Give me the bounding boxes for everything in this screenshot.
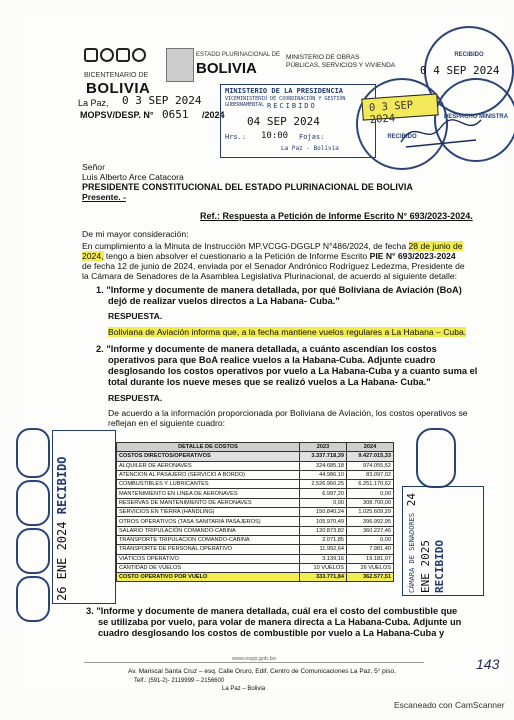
presente: Presente. - <box>82 192 126 202</box>
question-2-line-1: 2. "Informe y documente de manera detallada, a cuánto ascendían los costos <box>96 344 437 354</box>
table-header-cell: 2024 <box>347 443 394 452</box>
footer-city: La Paz – Bolivia <box>222 686 266 692</box>
table-cell: 333.771,84 <box>300 573 347 582</box>
table-header-row <box>117 443 394 452</box>
table-header-cell: 2023 <box>300 443 347 452</box>
right-stamp-text: RECIBIDO <box>433 540 446 593</box>
date-stamp: 0 3 SEP 2024 <box>122 94 202 107</box>
ministry-name <box>286 54 395 70</box>
coat-of-arms-icon <box>166 48 194 82</box>
table-row <box>117 526 394 535</box>
ref-number: 0651 <box>162 108 189 121</box>
small-stamp <box>416 428 456 488</box>
right-stamp-date: 24 ENE 2025 <box>405 493 432 593</box>
round-stamp-text: RECIBIDO <box>454 52 484 58</box>
table-row <box>117 517 394 526</box>
table-row <box>117 498 394 507</box>
response-1-label: RESPUESTA. <box>108 311 163 321</box>
table-cell: 974.055,52 <box>347 461 394 470</box>
table-cell: 360.227,46 <box>347 526 394 535</box>
table-cell: TRANSPORTE TRIPULACION COMANDO-CABINA <box>117 535 300 544</box>
table-cell: 9.427.015,33 <box>347 452 394 461</box>
table-cell: 324.685,18 <box>300 461 347 470</box>
question-3-line-1: 3. "Informe y documente de manera detallada, cuál era el costo del combustible que <box>86 606 458 616</box>
table-cell: 0,00 <box>347 535 394 544</box>
left-stamp-date: 26 ENE 2024 <box>55 521 69 601</box>
stamp-fojas-label: Fojas: <box>299 133 325 141</box>
stamp-hrs-value: 10:00 <box>261 131 289 141</box>
signature-icon <box>396 112 486 152</box>
table-cell: 150.840,24 <box>300 508 347 517</box>
table-cell: 120.873,82 <box>300 526 347 535</box>
table-subheader-row <box>117 452 394 461</box>
ministry-line-1: MINISTERIO DE OBRAS <box>286 54 360 61</box>
footer-divider <box>84 662 424 663</box>
ref-year: /2024 <box>202 110 225 120</box>
table-total-row <box>117 573 394 582</box>
right-stamp-org: CÁMARA DE SENADORES <box>408 512 416 593</box>
table-cell: 0,00 <box>300 498 347 507</box>
table-row <box>117 470 394 479</box>
paragraph-1-line-1 <box>82 241 463 251</box>
small-stamp <box>16 480 50 526</box>
table-row <box>117 480 394 489</box>
stamp-date: 04 SEP 2024 <box>247 115 320 128</box>
ministry-line-2: PÚBLICAS, SERVICIOS Y VIVIENDA <box>286 62 396 69</box>
table-cell: 10 VUELOS <box>300 563 347 572</box>
reference-text: Ref.: Respuesta a Petición de Informe Escrito N° 693/2023-2024. <box>200 211 473 221</box>
bolivia-logo-text: BOLIVIA <box>86 80 151 97</box>
table-cell: 3.337.718,39 <box>300 452 347 461</box>
table-cell: SERVICIOS EN TIERRA (HANDLING) <box>117 508 300 517</box>
response-2-label: RESPUESTA. <box>108 393 163 403</box>
logo-glyph-icon <box>84 48 98 62</box>
yellow-stamp-date: 0 3 SEP 2024 <box>368 99 414 127</box>
question-2-line-4: total durante los nueve meses que se realizó vuelos a La Habana- Cuba." <box>108 377 431 387</box>
table-cell: 396.992,95 <box>347 517 394 526</box>
table-cell: ATENCION AL PASAJERO (SERVICIO A BORDO) <box>117 470 300 479</box>
table-cell: 308.700,00 <box>347 498 394 507</box>
answer-2-line-1: De acuerdo a la información proporcionada por Boliviana de Aviación, los costos operativos se <box>108 408 468 418</box>
table-cell: COSTOS DIRECTOS/OPERATIVOS <box>117 452 300 461</box>
question-1-line-1: 1. "Informe y documente de manera detallada, por qué Boliviana de Aviación (BoA) <box>96 285 462 295</box>
table-row <box>117 563 394 572</box>
small-stamp <box>16 528 50 574</box>
stamp-line-3: RECIBIDO <box>267 102 317 110</box>
table-cell: ALQUILER DE AERONAVES <box>117 461 300 470</box>
text-segment: En cumplimiento a la Minuta de Instrucción MP.VCGG-DGGLP N°486/2024, de fecha <box>82 241 409 251</box>
question-3-line-3: cuadro desglosando los costos de combustible por vuelo a La Habana-Cuba y <box>98 628 445 638</box>
recipient-name: Luis Alberto Arce Catacora <box>82 172 184 182</box>
footer-url: www.oopp.gob.bo <box>232 656 276 662</box>
text-segment: tengo a bien absolver el cuestionario a la Petición de Informe Escrito <box>103 251 370 261</box>
table-header-cell: DETALLE DE COSTOS <box>117 443 300 452</box>
table-cell: TRANSPORTE DE PERSONAL OPERATIVO <box>117 545 300 554</box>
small-stamp <box>16 576 50 622</box>
place: La Paz, <box>78 98 109 108</box>
question-2-line-2: operativos para que BoA realice vuelos a la Habana-Cuba. Adjunte cuadro <box>108 355 436 365</box>
table-cell: COSTO OPERATIVO POR VUELO <box>117 573 300 582</box>
table-cell: 26 VUELOS <box>347 563 394 572</box>
question-3-line-2: se utilizaba por vuelo, para volar de manera directa a La Habana-Cuba. Adjunte un <box>98 617 462 627</box>
table-cell: 11.992,64 <box>300 545 347 554</box>
table-cell: 2.071,85 <box>300 535 347 544</box>
highlighted-date: 2024, <box>82 251 104 261</box>
paragraph-1-line-2 <box>82 251 456 261</box>
pie-number: PIE N° 693/2023-2024 <box>369 251 456 261</box>
table-row <box>117 545 394 554</box>
table-cell: 44.986,10 <box>300 470 347 479</box>
question-1-line-2: dejó de realizar vuelos directos a La Habana- Cuba." <box>108 296 340 306</box>
table-cell: CANTIDAD DE VUELOS <box>117 563 300 572</box>
round-stamp-date: 0 4 SEP 2024 <box>420 64 500 77</box>
margin-page-note: 143 <box>476 656 500 672</box>
right-received-stamp <box>402 486 484 596</box>
estado-text: ESTADO PLURINACIONAL DE <box>196 52 281 58</box>
round-stamp-text: DESPACHO MINISTRA <box>443 114 509 120</box>
table-row <box>117 535 394 544</box>
recipient-title: PRESIDENTE CONSTITUCIONAL DEL ESTADO PLURINACIONAL DE BOLIVIA <box>82 182 413 192</box>
table-cell: RESERVAS DE MANTENIMIENTO DE AERONAVES <box>117 498 300 507</box>
table-cell: 7.981,40 <box>347 545 394 554</box>
logo-glyph-icon <box>116 48 130 62</box>
table-cell: OTROS OPERATIVOS (TASA SANITARIA PASAJEROS) <box>117 517 300 526</box>
greeting: De mi mayor consideración: <box>82 229 189 239</box>
table-cell: 2.526.960,25 <box>300 480 347 489</box>
table-cell: 0,00 <box>347 489 394 498</box>
cost-table <box>116 442 394 582</box>
bicentenario-text: BICENTENARIO DE <box>84 72 149 79</box>
question-2-line-3: desglosando los costos operativos por vuelo a La Habana-Cuba y a cuanto suma el <box>108 366 478 376</box>
table-cell: MANTENIMIENTO EN LINEA DE AERONAVES <box>117 489 300 498</box>
table-row <box>117 461 394 470</box>
left-stamp-text: RECIBIDO <box>55 456 69 515</box>
logo-glyph-icon <box>132 48 146 62</box>
table-row <box>117 508 394 517</box>
logo-glyph-icon <box>100 48 114 62</box>
table-cell: 105.970,49 <box>300 517 347 526</box>
table-cell: 3.139,16 <box>300 554 347 563</box>
salutation: Señor <box>82 162 105 172</box>
table-cell: 1.025.609,29 <box>347 508 394 517</box>
ministerio-received-stamp <box>220 84 376 158</box>
highlighted-date: 28 de junio de <box>408 241 463 251</box>
round-stamp-text: RECIBIDO <box>387 134 417 140</box>
paragraph-1-line-4: la Cámara de Senadores de la Asamblea Legislativa Plurinacional, de acuerdo al siguiente detalle: <box>82 271 458 281</box>
left-received-stamp <box>52 430 116 604</box>
footer-phones: Telf.: (591-2)- 2119999 – 2156600 <box>134 678 225 684</box>
stamp-line-2: VICEMINISTERIO DE COORDINACIÓN Y GESTIÓN GUBERNAMENTAL <box>225 96 346 108</box>
small-stamp <box>16 428 50 478</box>
table-row <box>117 554 394 563</box>
stamp-place: La Paz - Bolivia <box>281 145 339 152</box>
table-cell: 6.251.170,62 <box>347 480 394 489</box>
paragraph-1-line-3: de fecha 12 de junio de 2024, enviada por el Senador Andrónico Rodríguez Ledezma, Presidente de <box>82 261 465 271</box>
camscanner-watermark: Escaneado con CamScanner <box>394 700 505 710</box>
table-cell: VIÁTICOS OPERATIVO <box>117 554 300 563</box>
table-cell: SALARIO TRIPULACIÓN COMANDO-CABINA <box>117 526 300 535</box>
table-cell: 83.097,02 <box>347 470 394 479</box>
ref-label: MOPSV/DESP. N° <box>80 110 154 120</box>
cost-table-container <box>116 442 394 588</box>
footer-address: Av. Mariscal Santa Cruz – esq. Calle Oruro, Edif. Centro de Comunicaciones La Paz, 5° piso, <box>128 668 396 675</box>
table-row <box>117 489 394 498</box>
table-cell: COMBUSTIBLES Y LUBRICANTES <box>117 480 300 489</box>
table-cell: 6.997,20 <box>300 489 347 498</box>
table-cell: 362.577,51 <box>347 573 394 582</box>
reference <box>200 211 473 221</box>
answer-2-line-2: reflejan en el siguiente cuadro: <box>108 418 226 428</box>
bolivia-text: BOLIVIA <box>196 60 257 77</box>
answer-1: Boliviana de Aviación informa que, a la fecha mantiene vuelos regulares a La Habana – Cuba. <box>108 327 467 337</box>
stamp-hrs-label: Hrs.: <box>225 133 247 141</box>
table-cell: 19.181,07 <box>347 554 394 563</box>
stamp-line-1: MINISTERIO DE LA PRESIDENCIA <box>225 87 344 95</box>
